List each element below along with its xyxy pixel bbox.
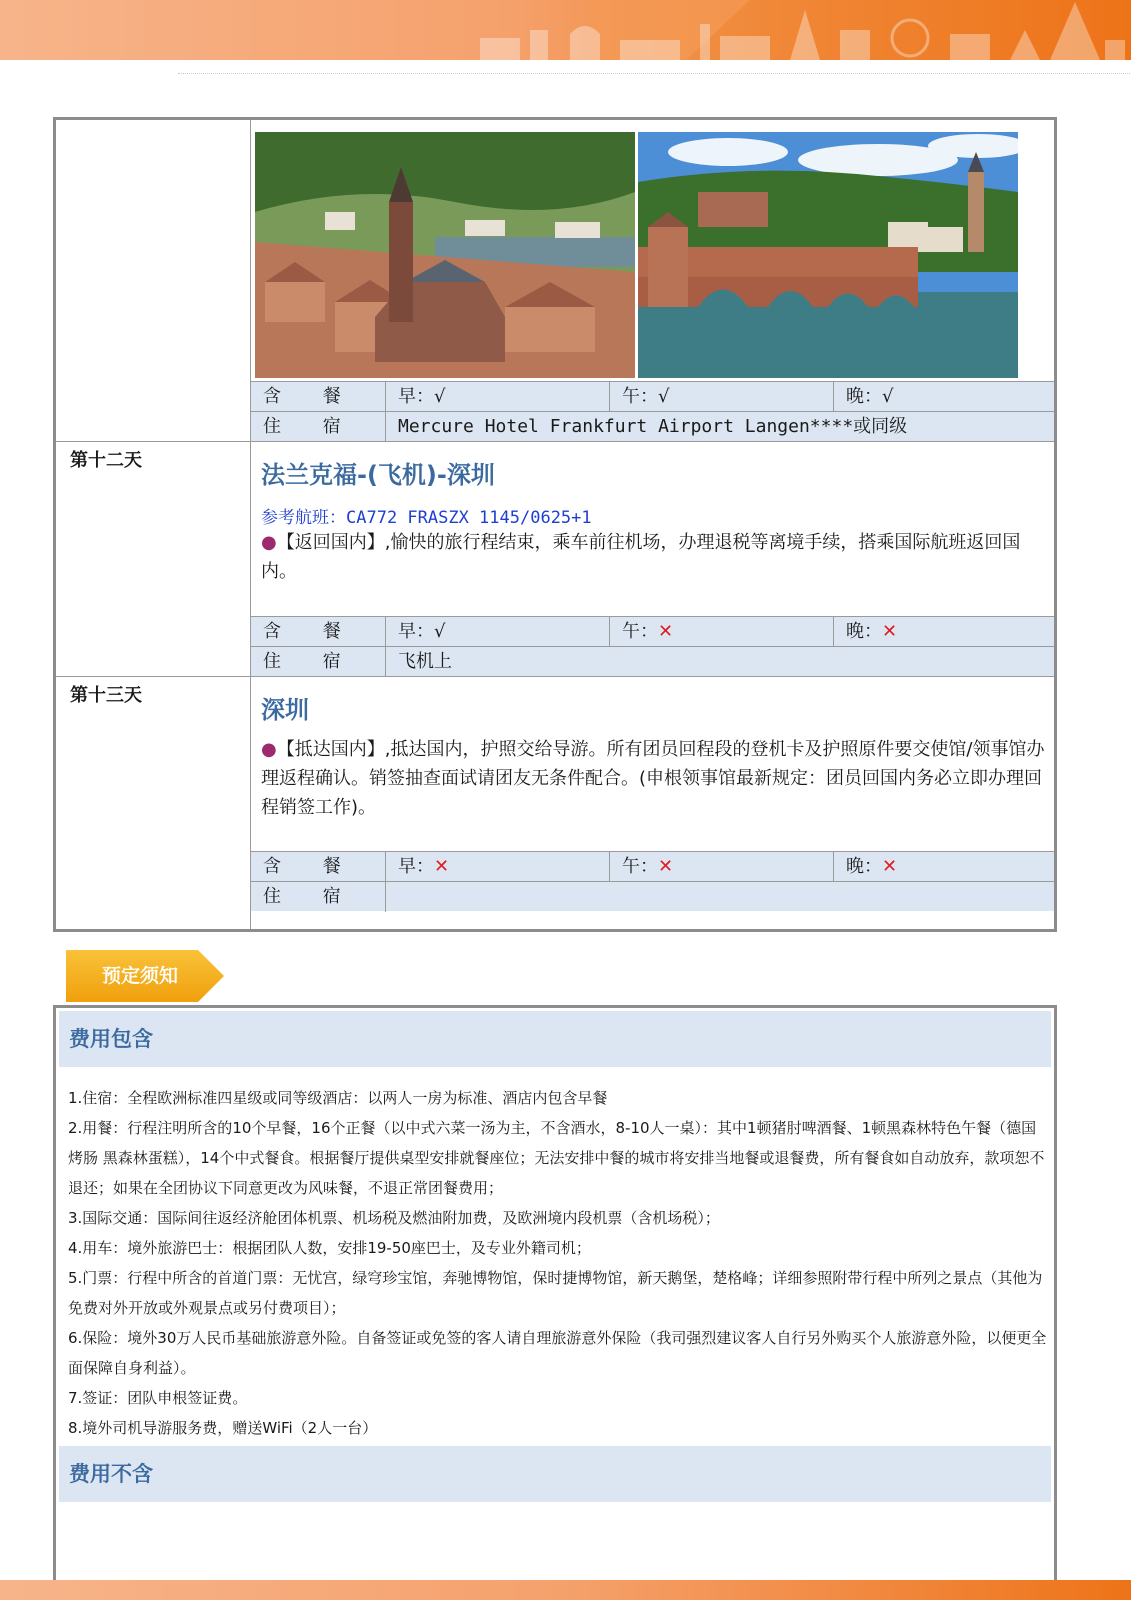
dinner-prefix: 晚： [846,621,882,642]
hotel-value: Mercure Hotel Frankfurt Airport Langen****或同级 [398,416,908,437]
dinner-prefix: 晚： [846,856,882,877]
bullet-icon: ● [261,739,277,760]
day13-label: 第十三天 [70,685,142,706]
breakfast-cell: 早：√ [386,382,610,412]
city-skyline-icon [470,0,1130,60]
included-item: 5.门票：行程中所含的首道门票：无忧宫，绿穹珍宝馆，奔驰博物馆，保时捷博物馆，新天鹅堡，楚格峰；详细参照附带行程中所列之景点（其他为免费对外开放或外观景点或另付费项目）； [68,1269,1043,1317]
day13-description [261,735,1051,822]
heidelberg-old-town-photo [255,132,635,378]
heidelberg-old-bridge-photo [638,132,1018,378]
breakfast-cell [386,617,610,647]
hotel-label: 住 宿 [251,647,386,677]
included-item: 4.用车：境外旅游巴士：根据团队人数，安排19-50座巴士，及专业外籍司机； [68,1239,591,1257]
header-band [0,0,1131,60]
day12-label: 第十二天 [70,450,142,471]
footer-band [0,1580,1131,1600]
included-item: 3.国际交通：国际间往返经济舱团体机票、机场税及燃油附加费，及欧洲境内段机票（含机场税）； [68,1209,720,1227]
day13-title: 深圳 [261,696,309,724]
day-divider [56,676,1054,677]
lunch-cell [610,617,834,647]
bullet-icon: ● [261,532,277,553]
included-item: 7.签证：团队申根签证费。 [68,1389,248,1407]
day12-flight: 参考航班：CA772 FRASZX 1145/0625+1 [261,508,592,528]
cross-icon: ✕ [434,856,450,877]
lunch-prefix: 午： [622,856,658,877]
cross-icon: ✕ [882,856,898,877]
day12-description [261,528,1051,586]
cross-icon: ✕ [658,621,674,642]
booking-notice-tag [66,950,226,1002]
dinner-cell [834,617,1054,647]
day13-meals-row [251,851,1054,881]
day12-title: 法兰克福-(飞机)-深圳 [261,461,495,489]
hotel-label: 住 宿 [251,882,386,912]
dinner-cell [834,852,1054,882]
day12-hotel-row [251,646,1054,676]
included-item: 8.境外司机导游服务费，赠送WiFi（2人一台） [68,1419,378,1437]
itinerary-table [53,117,1057,932]
header-divider [178,73,1130,74]
day11-hotel-row [251,411,1054,441]
hotel-label: 住 宿 [251,412,386,442]
lunch-cell [610,852,834,882]
day13-hotel-row [251,881,1054,911]
meals-label: 含 餐 [251,617,386,647]
meals-label: 含 餐 [251,852,386,882]
dinner-cell: 晚：√ [846,386,894,407]
included-item: 1.住宿：全程欧洲标准四星级或同等级酒店：以两人一房为标准、酒店内包含早餐 [68,1089,608,1107]
day13-desc-text: 【抵达国内】,抵达国内，护照交给导游。所有团员回程段的登机卡及护照原件要交使馆/领事馆办理返程确认。销签抽查面试请团友无条件配合。(申根领事馆最新规定：团员回国内务必立即办理回程销签工作)。 [261,739,1045,818]
fees-panel [53,1005,1057,1580]
day-label-column [56,120,251,929]
check-icon: √ [434,621,446,642]
excluded-heading: 费用不含 [59,1446,1051,1502]
breakfast-prefix: 早： [398,856,434,877]
day11-meals-row [251,381,1054,411]
included-heading: 费用包含 [59,1011,1051,1067]
hotel-value [386,882,1054,912]
cross-icon: ✕ [882,621,898,642]
meals-label: 含 餐 [251,382,386,412]
included-item: 6.保险：境外30万人民币基础旅游意外险。自备签证或免签的客人请自理旅游意外保险（我司强烈建议客人自行另外购买个人旅游意外险，以便更全面保障自身利益）。 [68,1329,1047,1377]
breakfast-cell [386,852,610,882]
breakfast-prefix: 早： [398,621,434,642]
day-divider [56,441,1054,442]
booking-notice-label: 预定须知 [101,965,178,987]
day12-meals-row [251,616,1054,646]
day12-desc-text: 【返回国内】,愉快的旅行程结束，乘车前往机场，办理退税等离境手续，搭乘国际航班返回国内。 [261,532,1021,582]
lunch-prefix: 午： [622,621,658,642]
cross-icon: ✕ [658,856,674,877]
included-item: 2.用餐：行程注明所含的10个早餐，16个正餐（以中式六菜一汤为主，不含酒水，8-10人一桌）：其中1顿猪肘啤酒餐、1顿黑森林特色午餐（德国烤肠 黑森林蛋糕），14个中式餐食。根据餐厅提供桌型安排就餐座位；无法安排中餐的城市将安排当地餐或退餐费，所有餐食如自动放弃，款项恕不退还；如果在全团协议下同意更改为风味餐，不退正常团餐费用； [68,1119,1045,1197]
hotel-value: 飞机上 [398,651,452,672]
lunch-cell: 午：√ [610,382,834,412]
